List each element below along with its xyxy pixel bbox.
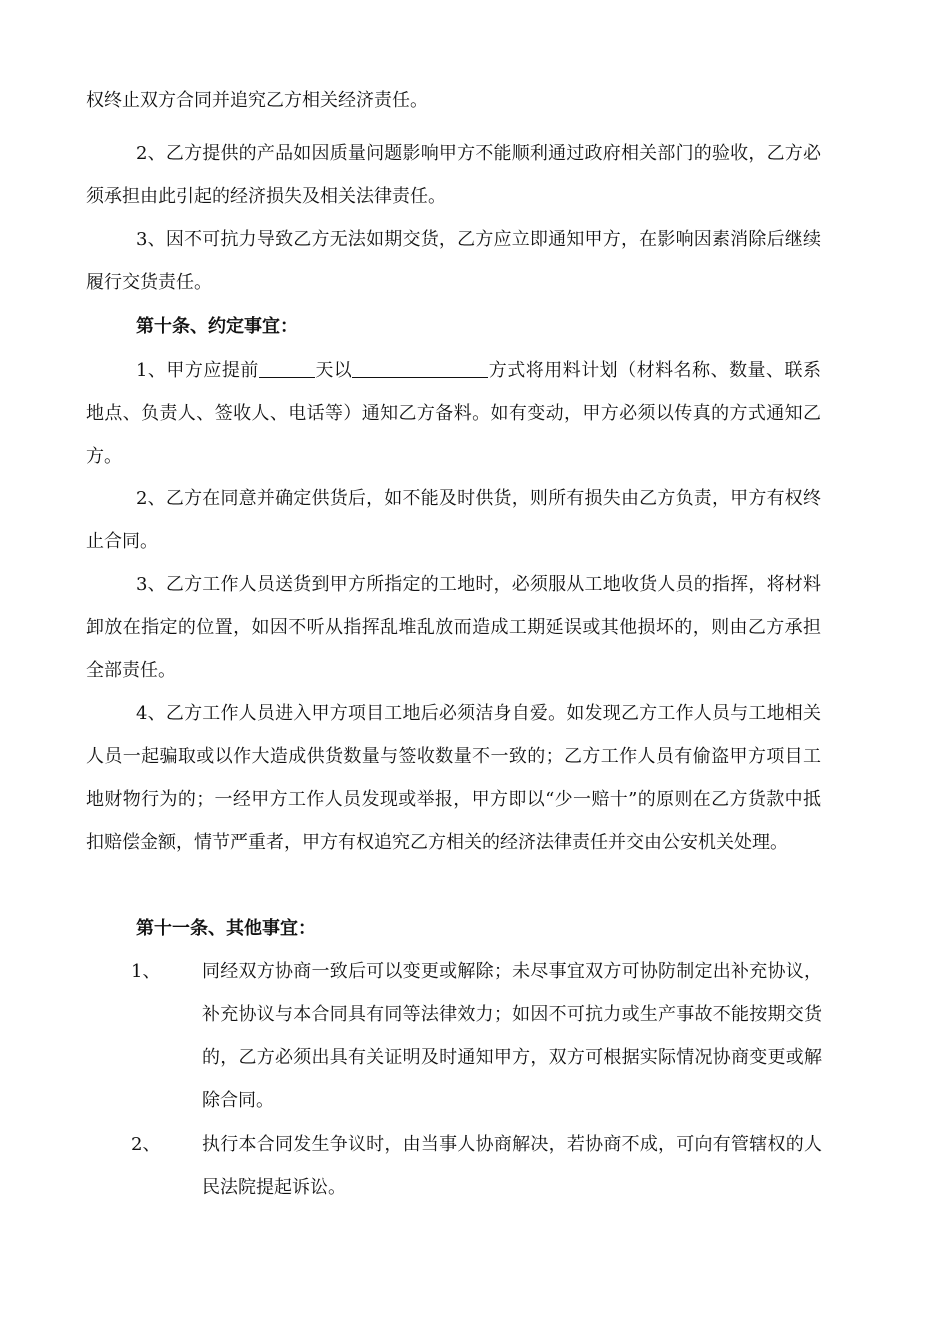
paragraph-clause-3: 3、因不可抗力导致乙方无法如期交货，乙方应立即通知甲方，在影响因素消除后继续履行交货责任。 [86,229,821,293]
list-number: 2、 [131,1134,161,1155]
article-10-item-1 [86,349,821,478]
list-item-text: 同经双方协商一致后可以变更或解除；未尽事宜双方可协防制定出补充协议，补充协议与本合同具有同等法律效力；如因不可抗力或生产事故不能按期交货的，乙方必须出具有关证明及时通知甲方，双方可根据实际情况协商变更或解除合同。 [202,961,822,1111]
article-11-heading: 第十一条、其他事宜： [136,918,316,939]
method-blank-field[interactable] [352,357,488,378]
article-10-item-4: 4、乙方工作人员进入甲方项目工地后必须洁身自爱。如发现乙方工作人员与工地相关人员一起骗取或以作大造成供货数量与签收数量不一致的；乙方工作人员有偷盗甲方项目工地财物行为的；一经甲方工作人员发现或举报，甲方即以“少一赔十”的原则在乙方货款中抵扣赔偿金额，情节严重者，甲方有权追究乙方相关的经济法律责任并交由公安机关处理。 [86,703,821,853]
article-10-heading: 第十条、约定事宜： [136,316,298,337]
item-1-text-end: 方式将用料计划（材料名称、数量、联系地点、负责人、签收人、电话等）通知乙方备料。如有变动，甲方必须以传真的方式通知乙方。 [86,360,822,467]
paragraph-continuation: 权终止双方合同并追究乙方相关经济责任。 [86,90,428,111]
item-1-text-start: 1、甲方应提前 [136,360,259,381]
list-number: 1、 [131,961,161,982]
list-item-text: 执行本合同发生争议时，由当事人协商解决，若协商不成，可向有管辖权的人民法院提起诉讼。 [202,1134,822,1198]
item-1-text-mid: 天以 [314,360,353,381]
article-10-item-3: 3、乙方工作人员送货到甲方所指定的工地时，必须服从工地收货人员的指挥，将材料卸放在指定的位置，如因不听从指挥乱堆乱放而造成工期延误或其他损坏的，则由乙方承担全部责任。 [86,574,821,681]
article-10-item-2: 2、乙方在同意并确定供货后，如不能及时供货，则所有损失由乙方负责，甲方有权终止合同。 [86,488,821,552]
days-blank-field[interactable] [259,357,315,378]
paragraph-clause-2: 2、乙方提供的产品如因质量问题影响甲方不能顺利通过政府相关部门的验收，乙方必须承担由此引起的经济损失及相关法律责任。 [86,143,821,207]
